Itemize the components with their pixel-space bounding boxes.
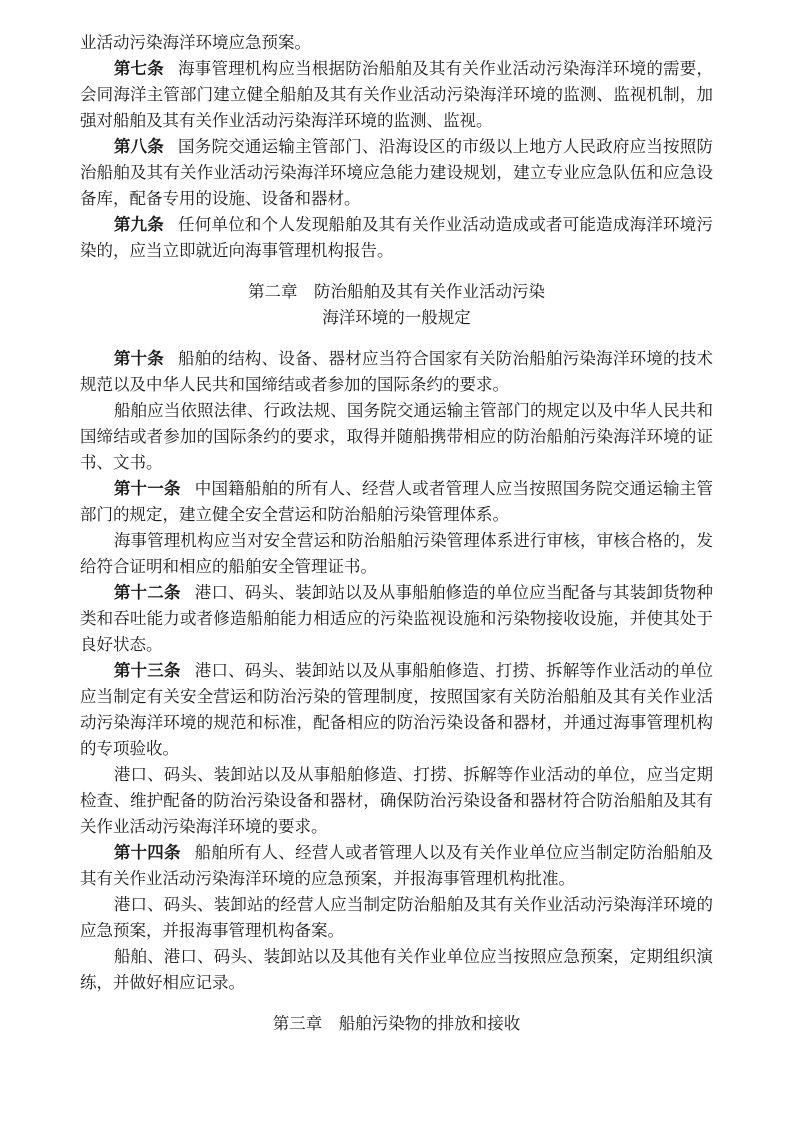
body-paragraph: 船舶、港口、码头、装卸站以及其他有关作业单位应当按照应急预案，定期组织演练，并做好相应记录。 [80, 947, 713, 992]
article-paragraph [80, 580, 713, 658]
chapter-heading [80, 279, 713, 331]
article-paragraph [80, 840, 713, 892]
article-number: 第十一条 [113, 479, 181, 498]
body-paragraph: 船舶应当依照法律、行政法规、国务院交通运输主管部门的规定以及中华人民共和国缔结或者参加的国际条约的要求，取得并随船携带相应的防治船舶污染海洋环境的证书、文书。 [80, 401, 713, 472]
article-text: 国务院交通运输主管部门、沿海设区的市级以上地方人民政府应当按照防治船舶及其有关作业活动污染海洋环境应急能力建设规划，建立专业应急队伍和应急设备库，配备专用的设施、设备和器材。 [80, 137, 714, 208]
article-text: 港口、码头、装卸站以及从事船舶修造、打捞、拆解等作业活动的单位应当制定有关安全营运和防治污染的管理制度，按照国家有关防治船舶及其有关作业活动污染海洋环境的规范和标准，配备相应的防治污染设备和器材，并通过海事管理机构的专项验收。 [80, 661, 714, 758]
body-paragraph: 海事管理机构应当对安全营运和防治船舶污染管理体系进行审核，审核合格的，发给符合证明和相应的船舶安全管理证书。 [80, 531, 713, 576]
article-text: 中国籍船舶的所有人、经营人或者管理人应当按照国务院交通运输主管部门的规定，建立健全安全营运和防治船舶污染管理体系。 [80, 479, 714, 524]
article-paragraph [80, 476, 713, 528]
chapter-heading-line: 第三章 船舶污染物的排放和接收 [272, 1014, 521, 1033]
chapter-heading-line: 海洋环境的一般规定 [322, 308, 471, 327]
article-number: 第八条 [113, 137, 164, 156]
chapter-heading [80, 1011, 713, 1037]
article-text: 船舶所有人、经营人或者管理人以及有关作业单位应当制定防治船舶及其有关作业活动污染海洋环境的应急预案，并报海事管理机构批准。 [80, 843, 714, 888]
article-paragraph [80, 346, 713, 398]
article-text: 海事管理机构应当根据防治船舶及其有关作业活动污染海洋环境的需要，会同海洋主管部门建立健全船舶及其有关作业活动污染海洋环境的监测、监视机制，加强对船舶及其有关作业活动污染海洋环境的监测、监视。 [80, 59, 714, 130]
article-paragraph [80, 134, 713, 212]
body-paragraph: 港口、码头、装卸站以及从事船舶修造、打捞、拆解等作业活动的单位，应当定期检查、维护配备的防治污染设备和器材，确保防治污染设备和器材符合防治船舶及其有关作业活动污染海洋环境的要求。 [80, 765, 713, 836]
article-text: 任何单位和个人发现船舶及其有关作业活动造成或者可能造成海洋环境污染的，应当立即就近向海事管理机构报告。 [80, 215, 714, 260]
article-paragraph [80, 212, 713, 264]
article-text: 船舶的结构、设备、器材应当符合国家有关防治船舶污染海洋环境的技术规范以及中华人民共和国缔结或者参加的国际条约的要求。 [80, 349, 714, 394]
article-number: 第十四条 [113, 843, 181, 862]
article-number: 第九条 [113, 215, 164, 234]
article-number: 第七条 [113, 59, 164, 78]
article-number: 第十二条 [113, 583, 181, 602]
article-text: 港口、码头、装卸站以及从事船舶修造的单位应当配备与其装卸货物种类和吞吐能力或者修造船舶能力相适应的污染监视设施和污染物接收设施，并使其处于良好状态。 [80, 583, 714, 654]
body-paragraph: 业活动污染海洋环境应急预案。 [80, 33, 311, 52]
article-paragraph [80, 658, 713, 762]
chapter-heading-line: 第二章 防治船舶及其有关作业活动污染 [248, 282, 545, 301]
article-number: 第十条 [113, 349, 164, 368]
article-number: 第十三条 [113, 661, 181, 680]
body-paragraph: 港口、码头、装卸站的经营人应当制定防治船舶及其有关作业活动污染海洋环境的应急预案，并报海事管理机构备案。 [80, 895, 713, 940]
article-paragraph [80, 56, 713, 134]
